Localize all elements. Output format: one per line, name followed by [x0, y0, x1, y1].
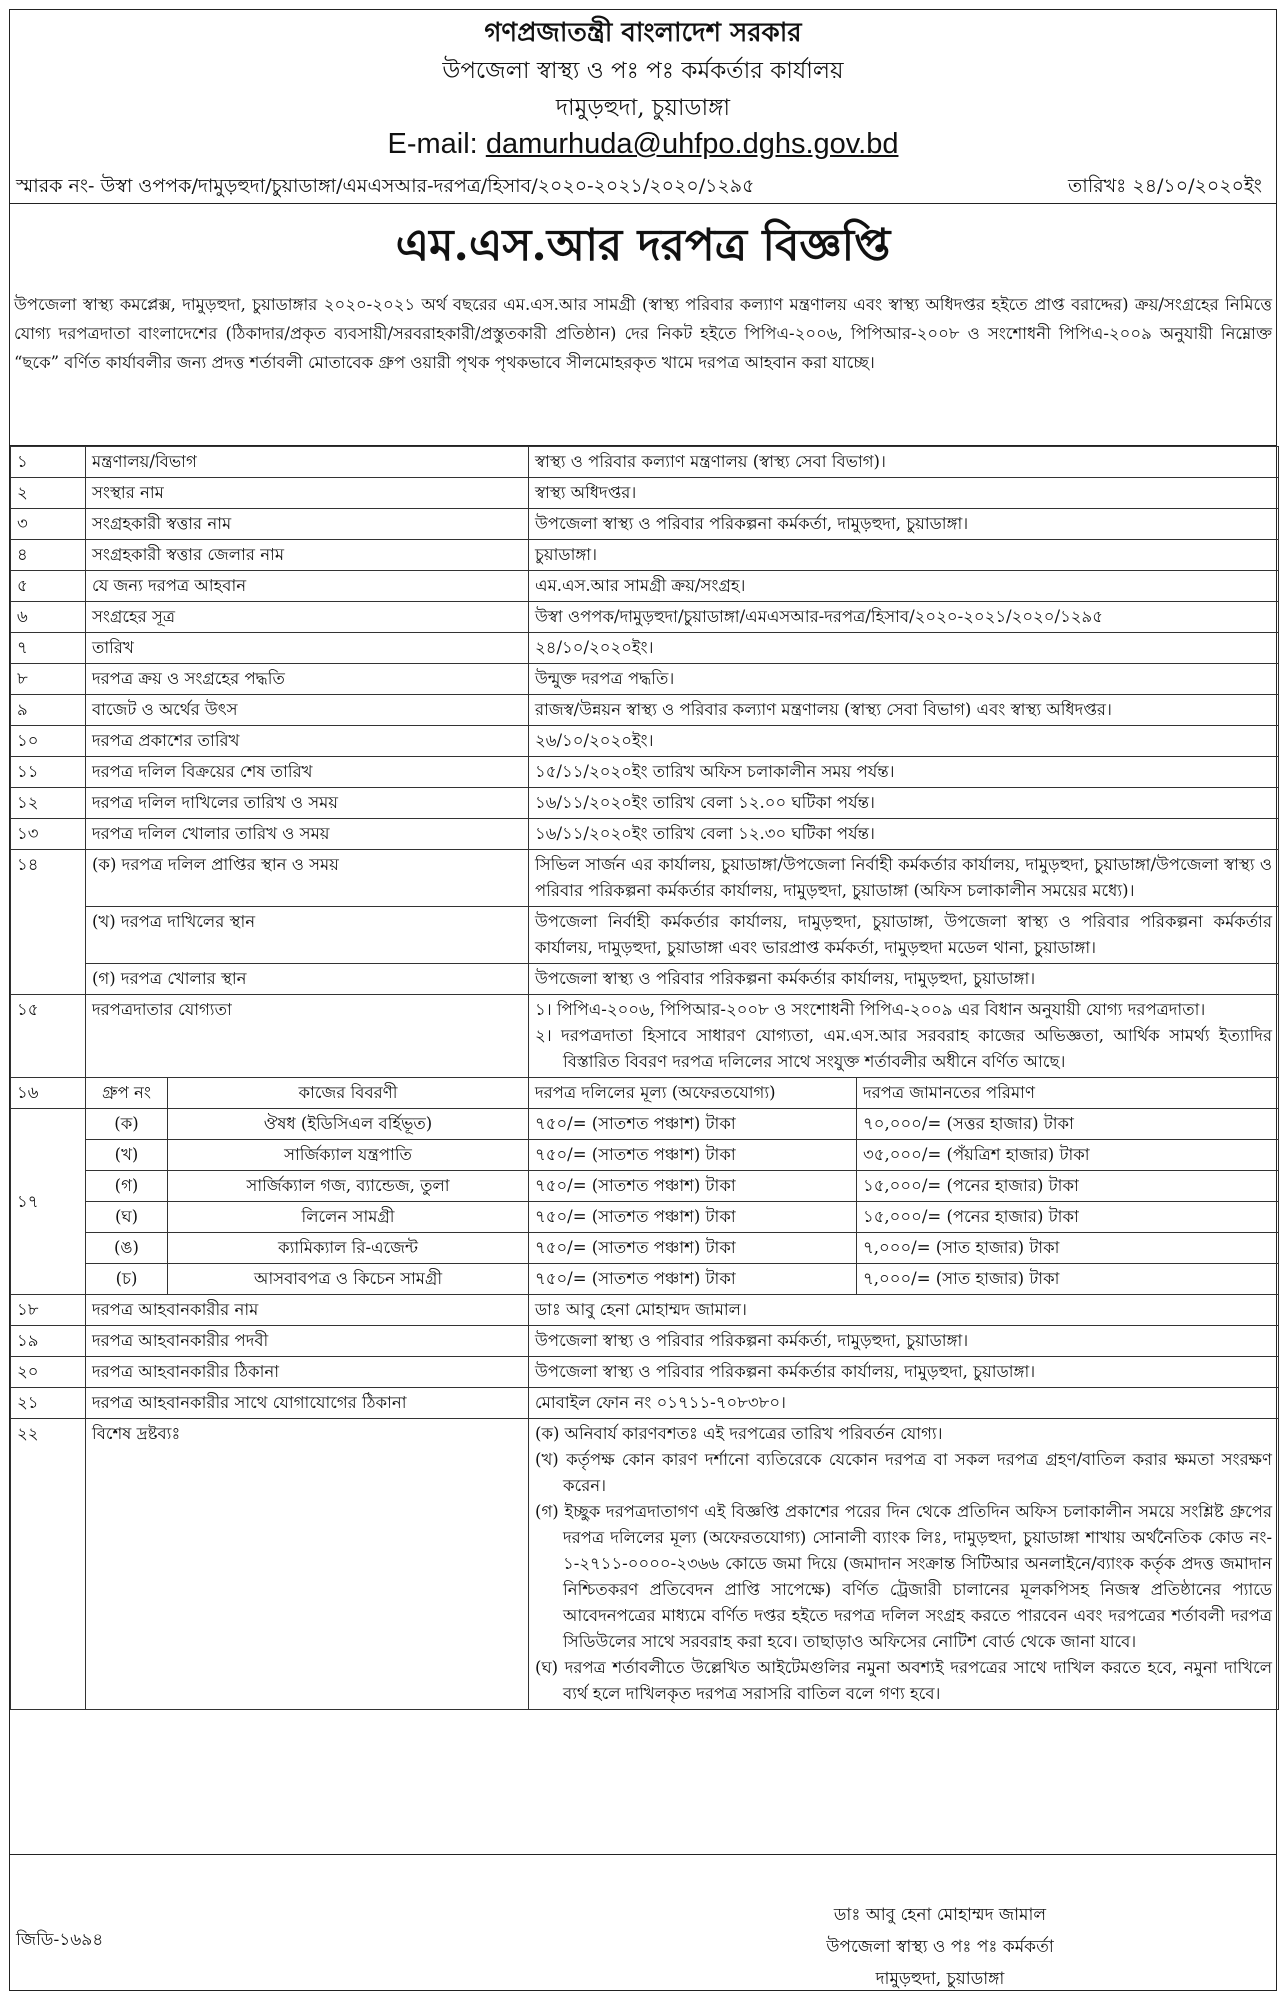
row-value: সিভিল সার্জন এর কার্যালয়, চুয়াডাঙ্গা/উপজেলা নির্বাহী কর্মকর্তার কার্যালয়, দামুড়হুদা, চুয়াডাঙ্গা/উপজেলা স্বাস্থ্য ও পরিবার পরিকল্পনা কর্মকর্তার কার্যালয়, দামুড়হুদা, চুয়াডাঙ্গা (অফিস চলাকালীন সময়ের মধ্যে)।	[529, 850, 1279, 907]
group-row	[11, 1140, 1279, 1171]
group-security: ৭,০০০/= (সাত হাজার) টাকা	[857, 1264, 1279, 1295]
table-row-22	[11, 1419, 1279, 1710]
table-row	[11, 1326, 1279, 1357]
tender-notice-page	[9, 9, 1277, 1991]
table-row	[11, 664, 1279, 695]
list-item: (ক) অনিবার্য কারণবশতঃ এই দরপত্রের তারিখ পরিবর্তন যোগ্য।	[535, 1424, 943, 1443]
table-row	[11, 540, 1279, 571]
row-key: তারিখ	[86, 633, 529, 664]
row-key: বিশেষ দ্রষ্টব্যঃ	[86, 1419, 529, 1710]
row-number: ১৯	[11, 1326, 86, 1357]
row-key: (খ) দরপত্র দাখিলের স্থান	[86, 907, 529, 964]
row-key: সংগ্রহের সূত্র	[86, 602, 529, 633]
group-code: (ঙ)	[86, 1233, 168, 1264]
group-description: ঔষধ (ইডিসিএল বর্হিভূত)	[168, 1109, 529, 1140]
group-security: ১৫,০০০/= (পনের হাজার) টাকা	[857, 1202, 1279, 1233]
row-number: ২২	[11, 1419, 86, 1710]
table-row	[11, 478, 1279, 509]
row-value: চুয়াডাঙ্গা।	[529, 540, 1279, 571]
group-row	[11, 1109, 1279, 1140]
letterhead	[10, 14, 1276, 162]
memo-number: স্মারক নং- উস্বা ওপপক/দামুড়হুদা/চুয়াডাঙ্গা/এমএসআর-দরপত্র/হিসাব/২০২০-২০২১/২০২০/১২৯৫	[16, 175, 755, 197]
group-price: ৭৫০/= (সাতশত পঞ্চাশ) টাকা	[529, 1202, 857, 1233]
notice-title: এম.এস.আর দরপত্র বিজ্ঞপ্তি	[395, 220, 891, 271]
row-key: দরপত্র ক্রয় ও সংগ্রহের পদ্ধতি	[86, 664, 529, 695]
row-key: যে জন্য দরপত্র আহবান	[86, 571, 529, 602]
row-key: দরপত্র দলিল বিক্রয়ের শেষ তারিখ	[86, 757, 529, 788]
row-key: দরপত্র আহবানকারীর সাথে যোগাযোগের ঠিকানা	[86, 1388, 529, 1419]
signatory-name: ডাঃ আবু হেনা মোহাম্মদ জামাল	[833, 1905, 1047, 1925]
gd-reference: জিডি-১৬৯৪	[16, 1930, 104, 1950]
table-row	[11, 726, 1279, 757]
group-code: (গ)	[86, 1171, 168, 1202]
row-value: স্বাস্থ্য ও পরিবার কল্যাণ মন্ত্রণালয় (স্বাস্থ্য সেবা বিভাগ)।	[529, 447, 1279, 478]
group-price: ৭৫০/= (সাতশত পঞ্চাশ) টাকা	[529, 1109, 857, 1140]
table-row	[11, 788, 1279, 819]
row-key: দরপত্র প্রকাশের তারিখ	[86, 726, 529, 757]
memo-line	[10, 162, 1276, 204]
signatory-title: উপজেলা স্বাস্থ্য ও পঃ পঃ কর্মকর্তা	[826, 1937, 1054, 1957]
price-header: দরপত্র দলিলের মূল্য (অফেরতযোগ্য)	[529, 1078, 857, 1109]
tender-details-table	[10, 446, 1279, 1710]
row-key: দরপত্র আহবানকারীর ঠিকানা	[86, 1357, 529, 1388]
footer	[10, 1854, 1276, 1990]
row-value: উপজেলা স্বাস্থ্য ও পরিবার পরিকল্পনা কর্মকর্তা, দামুড়হুদা, চুয়াডাঙ্গা।	[529, 509, 1279, 540]
signatory-place: দামুড়হুদা, চুয়াডাঙ্গা	[875, 1969, 1005, 1989]
row-value: এম.এস.আর সামগ্রী ক্রয়/সংগ্রহ।	[529, 571, 1279, 602]
office-location: দামুড়হুদা, চুয়াডাঙ্গা	[555, 95, 731, 121]
row-value: ডাঃ আবু হেনা মোহাম্মদ জামাল।	[529, 1295, 1279, 1326]
group-row	[11, 1171, 1279, 1202]
group-price: ৭৫০/= (সাতশত পঞ্চাশ) টাকা	[529, 1140, 857, 1171]
table-row-16	[11, 1078, 1279, 1109]
row-value: ২৪/১০/২০২০ইং।	[529, 633, 1279, 664]
intro-paragraph: উপজেলা স্বাস্থ্য কমপ্লেক্স, দামুড়হুদা, চুয়াডাঙ্গার ২০২০-২০২১ অর্থ বছরের এম.এস.আর সামগ্রী (স্বাস্থ্য পরিবার কল্যাণ মন্ত্রণালয় এবং স্বাস্থ্য অধিদপ্তর হইতে প্রাপ্ত বরাদ্দের) ক্রয়/সংগ্রহের নিমিত্তে যোগ্য দরপত্রদাতা বাংলাদেশের (ঠিকাদার/প্রকৃত ব্যবসায়ী/সরবরাহকারী/প্রস্তুতকারী প্রতিষ্ঠান) দের নিকট হইতে পিপিএ-২০০৬, পিপিআর-২০০৮ ও সংশোধনী পিপিএ-২০০৯ অনুযায়ী নিম্নোক্ত “ছকে” বর্ণিত কার্যাবলীর জন্য প্রদত্ত শর্তাবলী মোতাবেক গ্রুপ ওয়ারী পৃথক পৃথকভাবে সীলমোহরকৃত খামে দরপত্র আহবান করা যাচ্ছে।	[10, 290, 1276, 446]
government-name: গণপ্রজাতন্ত্রী বাংলাদেশ সরকার	[484, 18, 802, 48]
table-row	[11, 757, 1279, 788]
row-number: ১২	[11, 788, 86, 819]
list-item: ১। পিপিএ-২০০৬, পিপিআর-২০০৮ ও সংশোধনী পিপিএ-২০০৯ এর বিধান অনুযায়ী যোগ্য দরপত্রদাতা।	[535, 1000, 1206, 1019]
row-number: ৯	[11, 695, 86, 726]
row-value: উস্বা ওপপক/দামুড়হুদা/চুয়াডাঙ্গা/এমএসআর-দরপত্র/হিসাব/২০২০-২০২১/২০২০/১২৯৫	[529, 602, 1279, 633]
group-price: ৭৫০/= (সাতশত পঞ্চাশ) টাকা	[529, 1233, 857, 1264]
table-row	[11, 1357, 1279, 1388]
row-key: সংগ্রহকারী স্বত্তার নাম	[86, 509, 529, 540]
memo-date: তারিখঃ ২৪/১০/২০২০ইং	[1068, 175, 1262, 197]
row-value: মোবাইল ফোন নং ০১৭১১-৭০৮৩৮০।	[529, 1388, 1279, 1419]
table-row	[11, 819, 1279, 850]
table-row	[11, 633, 1279, 664]
row-number: ৩	[11, 509, 86, 540]
group-row	[11, 1264, 1279, 1295]
row-key: দরপত্র দলিল দাখিলের তারিখ ও সময়	[86, 788, 529, 819]
row-value: ১৬/১১/২০২০ইং তারিখ বেলা ১২.০০ ঘটিকা পর্যন্ত।	[529, 788, 1279, 819]
table-row	[11, 1295, 1279, 1326]
list-item: (গ) ইচ্ছুক দরপত্রদাতাগণ এই বিজ্ঞপ্তি প্রকাশের পরের দিন থেকে প্রতিদিন অফিস চলাকালীন সময়ে সংশ্লিষ্ট গ্রুপের দরপত্র দলিলের মূল্য (অফেরতযোগ্য) সোনালী ব্যাংক লিঃ, দামুড়হুদা, চুয়াডাঙ্গা শাখায় অর্থনৈতিক কোড নং- ১-২৭১১-০০০০-২৩৬৬ কোডে জমা দিয়ে (জমাদান সংক্রান্ত সিটিআর অনলাইনে/ব্যাংক কর্তৃক প্রদত্ত জমাদান নিশ্চিতকরণ প্রতিবেদন প্রাপ্তি সাপেক্ষে) বর্ণিত ট্রেজারী চালানের মূলকপিসহ নিজস্ব প্রতিষ্ঠানের প্যাডে আবেদনপত্রের মাধ্যমে বর্ণিত দপ্তর হইতে দরপত্র দলিল সংগ্রহ করতে পারবেন এবং দরপত্রের শর্তাবলী দরপত্র সিডিউলের সাথে সরবরাহ করা হবে। তাছাড়াও অফিসের নোটিশ বোর্ড থেকে জানা যাবে।	[535, 1502, 1273, 1651]
row-key: সংস্থার নাম	[86, 478, 529, 509]
row-number: ৫	[11, 571, 86, 602]
group-code: (ঘ)	[86, 1202, 168, 1233]
row-number: ২০	[11, 1357, 86, 1388]
list-item: (ঘ) দরপত্র শর্তাবলীতে উল্লেখিত আইটেমগুলির নমুনা অবশ্যই দরপত্রের সাথে দাখিল করতে হবে, নমুনা দাখিলে ব্যর্থ হলে দাখিলকৃত দরপত্র সরাসরি বাতিল বলে গণ্য হবে।	[535, 1658, 1273, 1703]
row-value: উপজেলা স্বাস্থ্য ও পরিবার পরিকল্পনা কর্মকর্তা, দামুড়হুদা, চুয়াডাঙ্গা।	[529, 1326, 1279, 1357]
row-number: ১০	[11, 726, 86, 757]
table-row-14b	[11, 907, 1279, 964]
group-description: আসবাবপত্র ও কিচেন সামগ্রী	[168, 1264, 529, 1295]
table-row	[11, 1388, 1279, 1419]
row-key: বাজেট ও অর্থের উৎস	[86, 695, 529, 726]
security-header: দরপত্র জামানতের পরিমাণ	[857, 1078, 1279, 1109]
row-value: ২৬/১০/২০২০ইং।	[529, 726, 1279, 757]
table-row	[11, 602, 1279, 633]
row-key: দরপত্র আহবানকারীর নাম	[86, 1295, 529, 1326]
group-security: ৭,০০০/= (সাত হাজার) টাকা	[857, 1233, 1279, 1264]
table-row-14c	[11, 964, 1279, 995]
table-row-14a	[11, 850, 1279, 907]
group-code: (খ)	[86, 1140, 168, 1171]
row-value: রাজস্ব/উন্নয়ন স্বাস্থ্য ও পরিবার কল্যাণ মন্ত্রণালয় (স্বাস্থ্য সেবা বিভাগ) এবং স্বাস্থ্য অধিদপ্তর।	[529, 695, 1279, 726]
table-row	[11, 695, 1279, 726]
description-header: কাজের বিবরণী	[168, 1078, 529, 1109]
row-number: ১৬	[11, 1078, 86, 1109]
signature-block	[810, 1899, 1070, 1995]
row-value: স্বাস্থ্য অধিদপ্তর।	[529, 478, 1279, 509]
row-key: দরপত্রদাতার যোগ্যতা	[86, 995, 529, 1078]
row-number: ৮	[11, 664, 86, 695]
group-row	[11, 1233, 1279, 1264]
row-number: ২	[11, 478, 86, 509]
list-item: (খ) কর্তৃপক্ষ কোন কারণ দর্শানো ব্যতিরেকে যেকোন দরপত্র বা সকল দরপত্র গ্রহণ/বাতিল করার ক্ষমতা সংরক্ষণ করেন।	[535, 1450, 1273, 1495]
email-link[interactable]: damurhuda@uhfpo.dghs.gov.bd	[485, 128, 899, 160]
tender-details-body	[11, 447, 1279, 1710]
group-description: সার্জিক্যাল গজ, ব্যান্ডেজ, তুলা	[168, 1171, 529, 1202]
group-price: ৭৫০/= (সাতশত পঞ্চাশ) টাকা	[529, 1264, 857, 1295]
email-line	[10, 126, 1276, 162]
row-key: মন্ত্রণালয়/বিভাগ	[86, 447, 529, 478]
row-number: ১৫	[11, 995, 86, 1078]
qualification-list	[529, 995, 1279, 1078]
special-notes-list	[529, 1419, 1279, 1710]
table-row	[11, 571, 1279, 602]
group-description: ক্যামিক্যাল রি-এজেন্ট	[168, 1233, 529, 1264]
group-security: ১৫,০০০/= (পনের হাজার) টাকা	[857, 1171, 1279, 1202]
row-number: ৭	[11, 633, 86, 664]
row-value: ১৫/১১/২০২০ইং তারিখ অফিস চলাকালীন সময় পর্যন্ত।	[529, 757, 1279, 788]
row-number: ৬	[11, 602, 86, 633]
group-code: (ক)	[86, 1109, 168, 1140]
row-value: ১৬/১১/২০২০ইং তারিখ বেলা ১২.৩০ ঘটিকা পর্যন্ত।	[529, 819, 1279, 850]
row-number: ১৮	[11, 1295, 86, 1326]
row-value: উপজেলা স্বাস্থ্য ও পরিবার পরিকল্পনা কর্মকর্তার কার্যালয়, দামুড়হুদা, চুয়াডাঙ্গা।	[529, 964, 1279, 995]
row-number: ১	[11, 447, 86, 478]
row-number: ১৪	[11, 850, 86, 995]
email-label: E-mail:	[387, 128, 486, 160]
group-description: সার্জিক্যাল যন্ত্রপাতি	[168, 1140, 529, 1171]
office-name: উপজেলা স্বাস্থ্য ও পঃ পঃ কর্মকর্তার কার্যালয়	[442, 58, 844, 84]
row-key: দরপত্র আহবানকারীর পদবী	[86, 1326, 529, 1357]
group-security: ৭০,০০০/= (সত্তর হাজার) টাকা	[857, 1109, 1279, 1140]
row-number: ১১	[11, 757, 86, 788]
row-value: উপজেলা স্বাস্থ্য ও পরিবার পরিকল্পনা কর্মকর্তার কার্যালয়, দামুড়হুদা, চুয়াডাঙ্গা।	[529, 1357, 1279, 1388]
row-number: ১৭	[11, 1109, 86, 1295]
group-price: ৭৫০/= (সাতশত পঞ্চাশ) টাকা	[529, 1171, 857, 1202]
row-value: উন্মুক্ত দরপত্র পদ্ধতি।	[529, 664, 1279, 695]
group-header: গ্রুপ নং	[86, 1078, 168, 1109]
table-row-15	[11, 995, 1279, 1078]
row-number: ১৩	[11, 819, 86, 850]
row-key: (গ) দরপত্র খোলার স্থান	[86, 964, 529, 995]
row-key: দরপত্র দলিল খোলার তারিখ ও সময়	[86, 819, 529, 850]
table-row	[11, 509, 1279, 540]
group-code: (চ)	[86, 1264, 168, 1295]
row-key: সংগ্রহকারী স্বত্তার জেলার নাম	[86, 540, 529, 571]
row-key: (ক) দরপত্র দলিল প্রাপ্তির স্থান ও সময়	[86, 850, 529, 907]
group-row	[11, 1202, 1279, 1233]
group-security: ৩৫,০০০/= (পঁয়ত্রিশ হাজার) টাকা	[857, 1140, 1279, 1171]
row-value: উপজেলা নির্বাহী কর্মকর্তার কার্যালয়, দামুড়হুদা, চুয়াডাঙ্গা, উপজেলা স্বাস্থ্য ও পরিবার পরিকল্পনা কর্মকর্তার কার্যালয়, দামুড়হুদা, চুয়াডাঙ্গা এবং ভারপ্রাপ্ত কর্মকর্তা, দামুড়হুদা মডেল থানা, চুয়াডাঙ্গা।	[529, 907, 1279, 964]
row-number: ৪	[11, 540, 86, 571]
group-description: লিলেন সামগ্রী	[168, 1202, 529, 1233]
row-number: ২১	[11, 1388, 86, 1419]
table-row	[11, 447, 1279, 478]
list-item: ২। দরপত্রদাতা হিসাবে সাধারণ যোগ্যতা, এম.এস.আর সরবরাহ কাজের অভিজ্ঞতা, আর্থিক সামর্থ্য ইত্যাদির বিস্তারিত বিবরণ দরপত্র দলিলের সাথে সংযুক্ত শর্তাবলীর অধীনে বর্ণিত আছে।	[535, 1026, 1273, 1071]
